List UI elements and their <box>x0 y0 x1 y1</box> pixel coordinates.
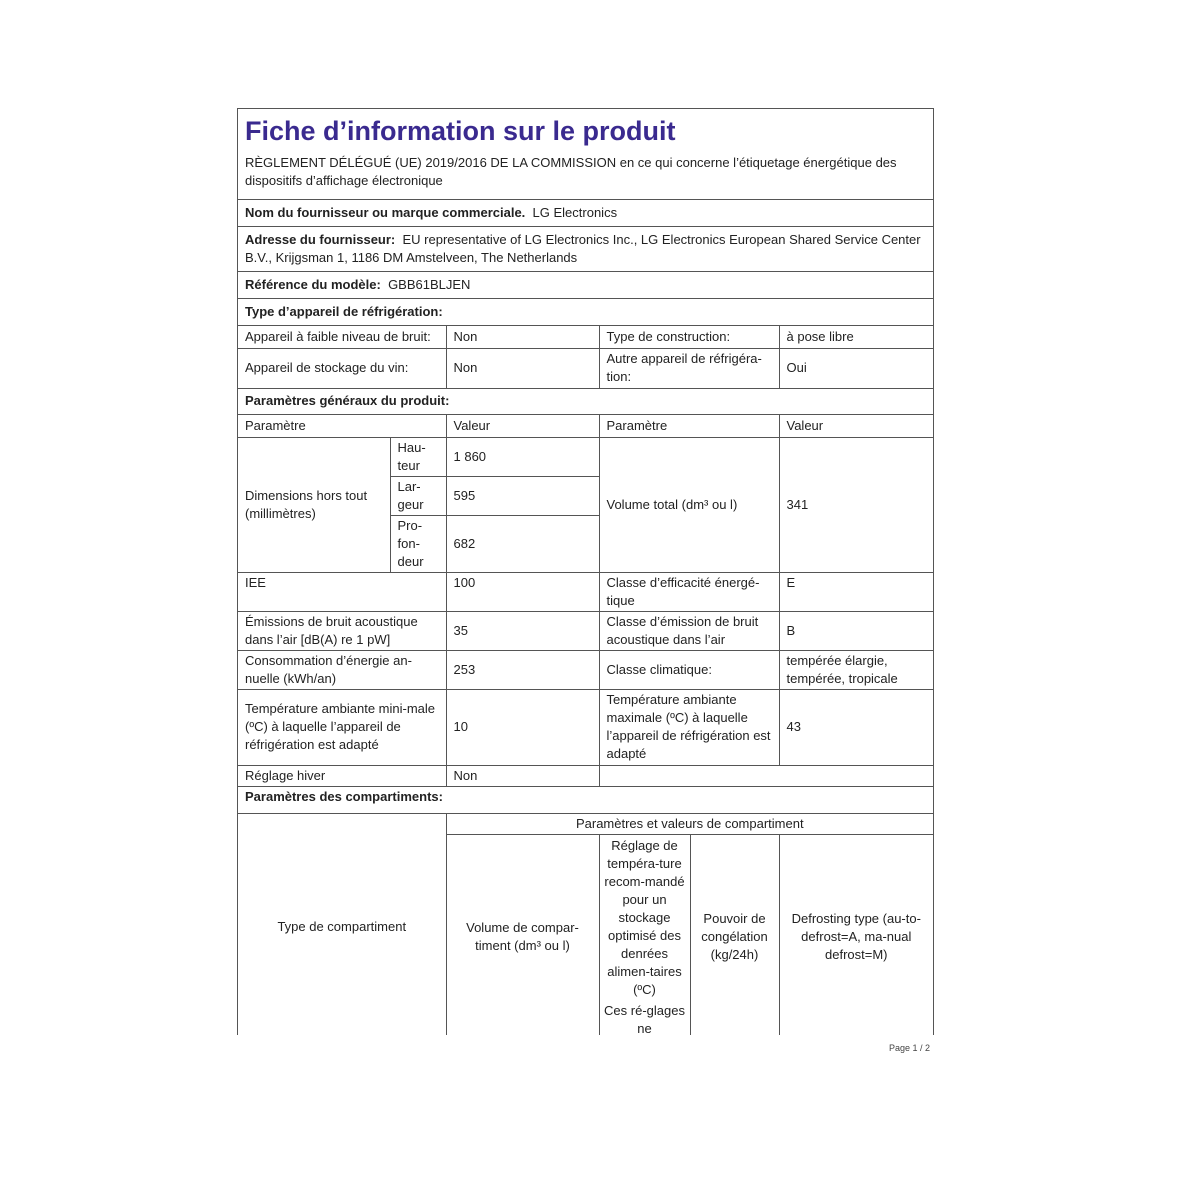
noise-emission-label: Émissions de bruit acoustique dans l’air [dB(A) re 1 pW] <box>238 611 446 650</box>
height-value: 1 860 <box>446 437 599 476</box>
empty-cell <box>599 765 933 786</box>
defrosting-type-header: Defrosting type (au-to-defrost=A, ma-nual defrost=M) <box>779 834 933 1035</box>
supplier-name-row <box>238 199 933 226</box>
compartments-heading: Paramètres des compartiments: <box>238 786 933 813</box>
col-parameter-header: Paramètre <box>238 414 446 437</box>
total-volume-value: 341 <box>779 437 933 572</box>
col-value2-header: Valeur <box>779 414 933 437</box>
col-parameter2-header: Paramètre <box>599 414 779 437</box>
supplier-address-value: EU representative of LG Electronics Inc., LG Electronics European Shared Service Center B.V., Krijgsman 1, 1186 DM Amstelveen, The Netherlands <box>245 231 921 265</box>
supplier-name-value: LG Electronics <box>532 204 618 220</box>
min-temperature-label: Température ambiante mini-male (ºC) à laquelle l’appareil de réfrigération est adapté <box>238 689 446 765</box>
width-label: Lar-geur <box>390 476 446 515</box>
low-noise-label: Appareil à faible niveau de bruit: <box>238 325 446 348</box>
noise-class-value: B <box>779 611 933 650</box>
energy-class-label: Classe d’efficacité énergé-tique <box>599 572 779 611</box>
recommended-temperature-text: Réglage de tempéra-ture recom-mandé pour un stockage optimisé des denrées alimen-taires (ºC) <box>604 837 685 997</box>
page-title: Fiche d’information sur le produit <box>245 116 676 146</box>
model-reference-value: GBB61BLJEN <box>388 276 471 292</box>
supplier-name-label: Nom du fournisseur ou marque commerciale. <box>245 204 526 220</box>
wine-storage-value: Non <box>446 348 599 388</box>
width-value: 595 <box>446 476 599 515</box>
energy-class-value: E <box>779 572 933 611</box>
other-refrigeration-value: Oui <box>779 348 933 388</box>
wine-storage-label: Appareil de stockage du vin: <box>238 348 446 388</box>
regulation-text: RÈGLEMENT DÉLÉGUÉ (UE) 2019/2016 DE LA COMMISSION en ce qui concerne l’étiquetage énergétique des dispositifs d’affichage électronique <box>238 149 933 199</box>
iee-label: IEE <box>238 572 446 611</box>
appliance-type-heading: Type d’appareil de réfrigération: <box>238 298 933 325</box>
energy-consumption-label: Consommation d’énergie an-nuelle (kWh/an) <box>238 650 446 689</box>
height-label: Hau-teur <box>390 437 446 476</box>
freezing-capacity-header: Pouvoir de congélation (kg/24h) <box>690 834 779 1035</box>
climate-class-label: Classe climatique: <box>599 650 779 689</box>
total-volume-label: Volume total (dm³ ou l) <box>599 437 779 572</box>
min-temperature-value: 10 <box>446 689 599 765</box>
col-value-header: Valeur <box>446 414 599 437</box>
winter-setting-value: Non <box>446 765 599 786</box>
iee-value: 100 <box>446 572 599 611</box>
construction-type-label: Type de construction: <box>599 325 779 348</box>
recommended-temperature-note: Ces ré-glages ne <box>604 1002 685 1035</box>
other-refrigeration-label: Autre appareil de réfrigéra-tion: <box>599 348 779 388</box>
compartment-type-header: Type de compartiment <box>238 813 446 1035</box>
depth-value: 682 <box>446 515 599 572</box>
construction-type-value: à pose libre <box>779 325 933 348</box>
compartment-volume-header: Volume de compar-timent (dm³ ou l) <box>446 834 599 1035</box>
product-sheet-table <box>238 109 933 1035</box>
energy-consumption-value: 253 <box>446 650 599 689</box>
max-temperature-value: 43 <box>779 689 933 765</box>
product-information-sheet <box>237 108 934 1035</box>
low-noise-value: Non <box>446 325 599 348</box>
max-temperature-label: Température ambiante maximale (ºC) à laquelle l’appareil de réfrigération est adapté <box>599 689 779 765</box>
winter-setting-label: Réglage hiver <box>238 765 446 786</box>
page-number: Page 1 / 2 <box>889 1043 931 1053</box>
supplier-address-row <box>238 226 933 271</box>
supplier-address-label: Adresse du fournisseur: <box>245 231 396 247</box>
recommended-temperature-header <box>599 834 690 1035</box>
climate-class-value: tempérée élargie, tempérée, tropicale <box>779 650 933 689</box>
compartment-parameters-header: Paramètres et valeurs de compartiment <box>446 813 933 834</box>
dimensions-label: Dimensions hors tout (millimètres) <box>238 437 390 572</box>
general-parameters-heading: Paramètres généraux du produit: <box>238 388 933 414</box>
depth-label: Pro-fon-deur <box>390 515 446 572</box>
model-reference-label: Référence du modèle: <box>245 276 381 292</box>
noise-emission-value: 35 <box>446 611 599 650</box>
model-reference-row <box>238 271 933 298</box>
noise-class-label: Classe d’émission de bruit acoustique dans l’air <box>599 611 779 650</box>
